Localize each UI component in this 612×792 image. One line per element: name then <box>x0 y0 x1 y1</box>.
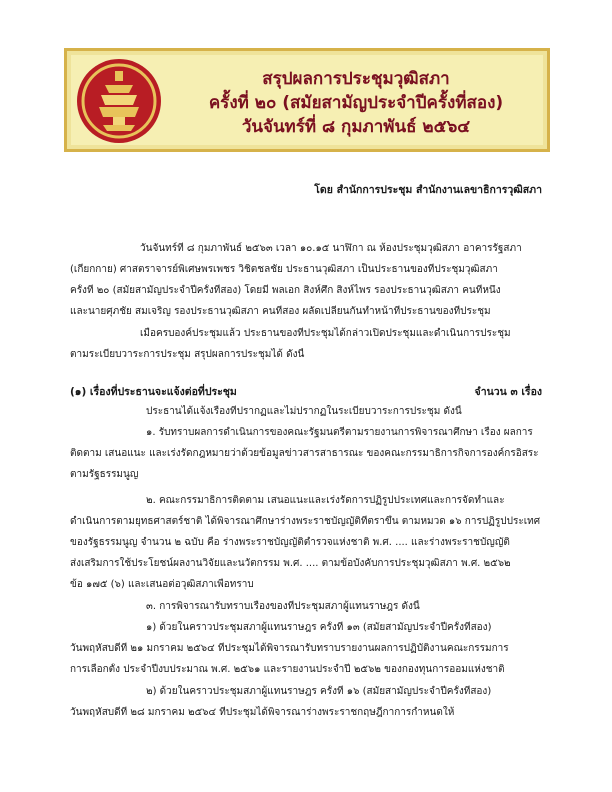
intro-line: วันจันทร์ที่ ๘ กุมภาพันธ์ ๒๕๖๓ เวลา ๑๐.๑๕ นาฬิกา ณ ห้องประชุมวุฒิสภา อาคารรัฐสภา <box>140 243 522 254</box>
body-line: ๒. คณะกรรมาธิการติดตาม เสนอแนะและเร่งรัดการปฏิรูปประเทศและการจัดทำและ <box>146 495 505 506</box>
body-line: ๑) ด้วยในคราวประชุมสภาผู้แทนราษฎร ครั้งที่ ๑๓ (สมัยสามัญประจำปีครั้งที่สอง) <box>146 622 492 633</box>
body-line: วันพฤหัสบดีที่ ๒๘ มกราคม ๒๕๖๔ ที่ประชุมได้พิจารณาร่างพระราชกฤษฎีกาการกำหนดให้ <box>70 707 455 718</box>
byline: โดย สำนักการประชุม สำนักงานเลขาธิการวุฒิสภา <box>314 184 542 196</box>
body-line: ติดตาม เสนอแนะ และเร่งรัดกฎหมายว่าด้วยข้อมูลข่าวสารสาธารณะ ของคณะกรรมาธิการกิจการองค์กรอิสระ <box>70 448 539 459</box>
body-line: ๒) ด้วยในคราวประชุมสภาผู้แทนราษฎร ครั้งที่ ๑๖ (สมัยสามัญประจำปีครั้งที่สอง) <box>146 686 492 697</box>
report-title: สรุปผลการประชุมวุฒิสภา <box>262 69 450 89</box>
body-line: การเลือกตั้ง ประจำปีงบประมาณ พ.ศ. ๒๕๖๑ และรายงานประจำปี ๒๕๖๒ ของกองทุนการออมแห่งชาติ <box>70 664 505 675</box>
body-line: ข้อ ๑๗๕ (๖) และเสนอต่อวุฒิสภาเพื่อทราบ <box>70 579 254 590</box>
intro-line: ตามระเบียบวาระการประชุม สรุปผลการประชุมได้ ดังนี้ <box>70 349 305 360</box>
intro-line: (เกียกกาย) ศาสตราจารย์พิเศษพรเพชร วิชิตชลชัย ประธานวุฒิสภา เป็นประธานของที่ประชุมวุฒิสภา <box>70 264 498 275</box>
title-banner <box>64 48 550 152</box>
section-heading <box>70 383 542 400</box>
section-title: (๑) เรื่องที่ประธานจะแจ้งต่อที่ประชุม <box>70 386 237 398</box>
section-count: จำนวน ๓ เรื่อง <box>474 386 542 398</box>
session-date: วันจันทร์ที่ ๘ กุมภาพันธ์ ๒๕๖๔ <box>241 117 471 137</box>
body-line: ของรัฐธรรมนูญ จำนวน ๒ ฉบับ คือ ร่างพระราชบัญญัติตำรวจแห่งชาติ พ.ศ. .... และร่างพระราชบัญญัติ <box>70 537 510 548</box>
body-line: ประธานได้แจ้งเรื่องที่ปรากฏและไม่ปรากฏในระเบียบวาระการประชุม ดังนี้ <box>146 406 462 417</box>
body-line: ๑. รับทราบผลการดำเนินการของคณะรัฐมนตรีตามรายงานการพิจารณาศึกษา เรื่อง ผลการ <box>146 427 533 438</box>
intro-line: และนายศุภชัย สมเจริญ รองประธานวุฒิสภา คนที่สอง ผลัดเปลี่ยนกันทำหน้าที่ประธานของที่ประชุม <box>70 306 491 317</box>
parliament-seal-icon <box>75 57 163 145</box>
session-number: ครั้งที่ ๒๐ (สมัยสามัญประจำปีครั้งที่สอง) <box>208 93 504 113</box>
body-line: ดำเนินการตามยุทธศาสตร์ชาติ ได้พิจารณาศึกษาร่างพระราชบัญญัติที่ตราขึ้น ตามหมวด ๑๖ การปฏิรูปประเทศ <box>70 516 541 527</box>
body-line: ส่งเสริมการใช้ประโยชน์ผลงานวิจัยและนวัตกรรม พ.ศ. .... ตามข้อบังคับการประชุมวุฒิสภา พ.ศ. ๒๕๖๒ <box>70 558 511 569</box>
body-line: วันพฤหัสบดีที่ ๒๑ มกราคม ๒๕๖๔ ที่ประชุมได้พิจารณารับทราบรายงานผลการปฏิบัติงานคณะกรรมการ <box>70 643 509 654</box>
intro-line: ครั้งที่ ๒๐ (สมัยสามัญประจำปีครั้งที่สอง) โดยมี พลเอก สิงห์ศึก สิงห์ไพร รองประธานวุฒิสภา คนที่หนึ่ง <box>70 285 501 296</box>
intro-line: เมื่อครบองค์ประชุมแล้ว ประธานของที่ประชุมได้กล่าวเปิดประชุมและดำเนินการประชุม <box>140 328 511 339</box>
body-line: ตามรัฐธรรมนูญ <box>70 469 139 480</box>
body-line: ๓. การพิจารณารับทราบเรื่องของที่ประชุมสภาผู้แทนราษฎร ดังนี้ <box>146 601 420 612</box>
